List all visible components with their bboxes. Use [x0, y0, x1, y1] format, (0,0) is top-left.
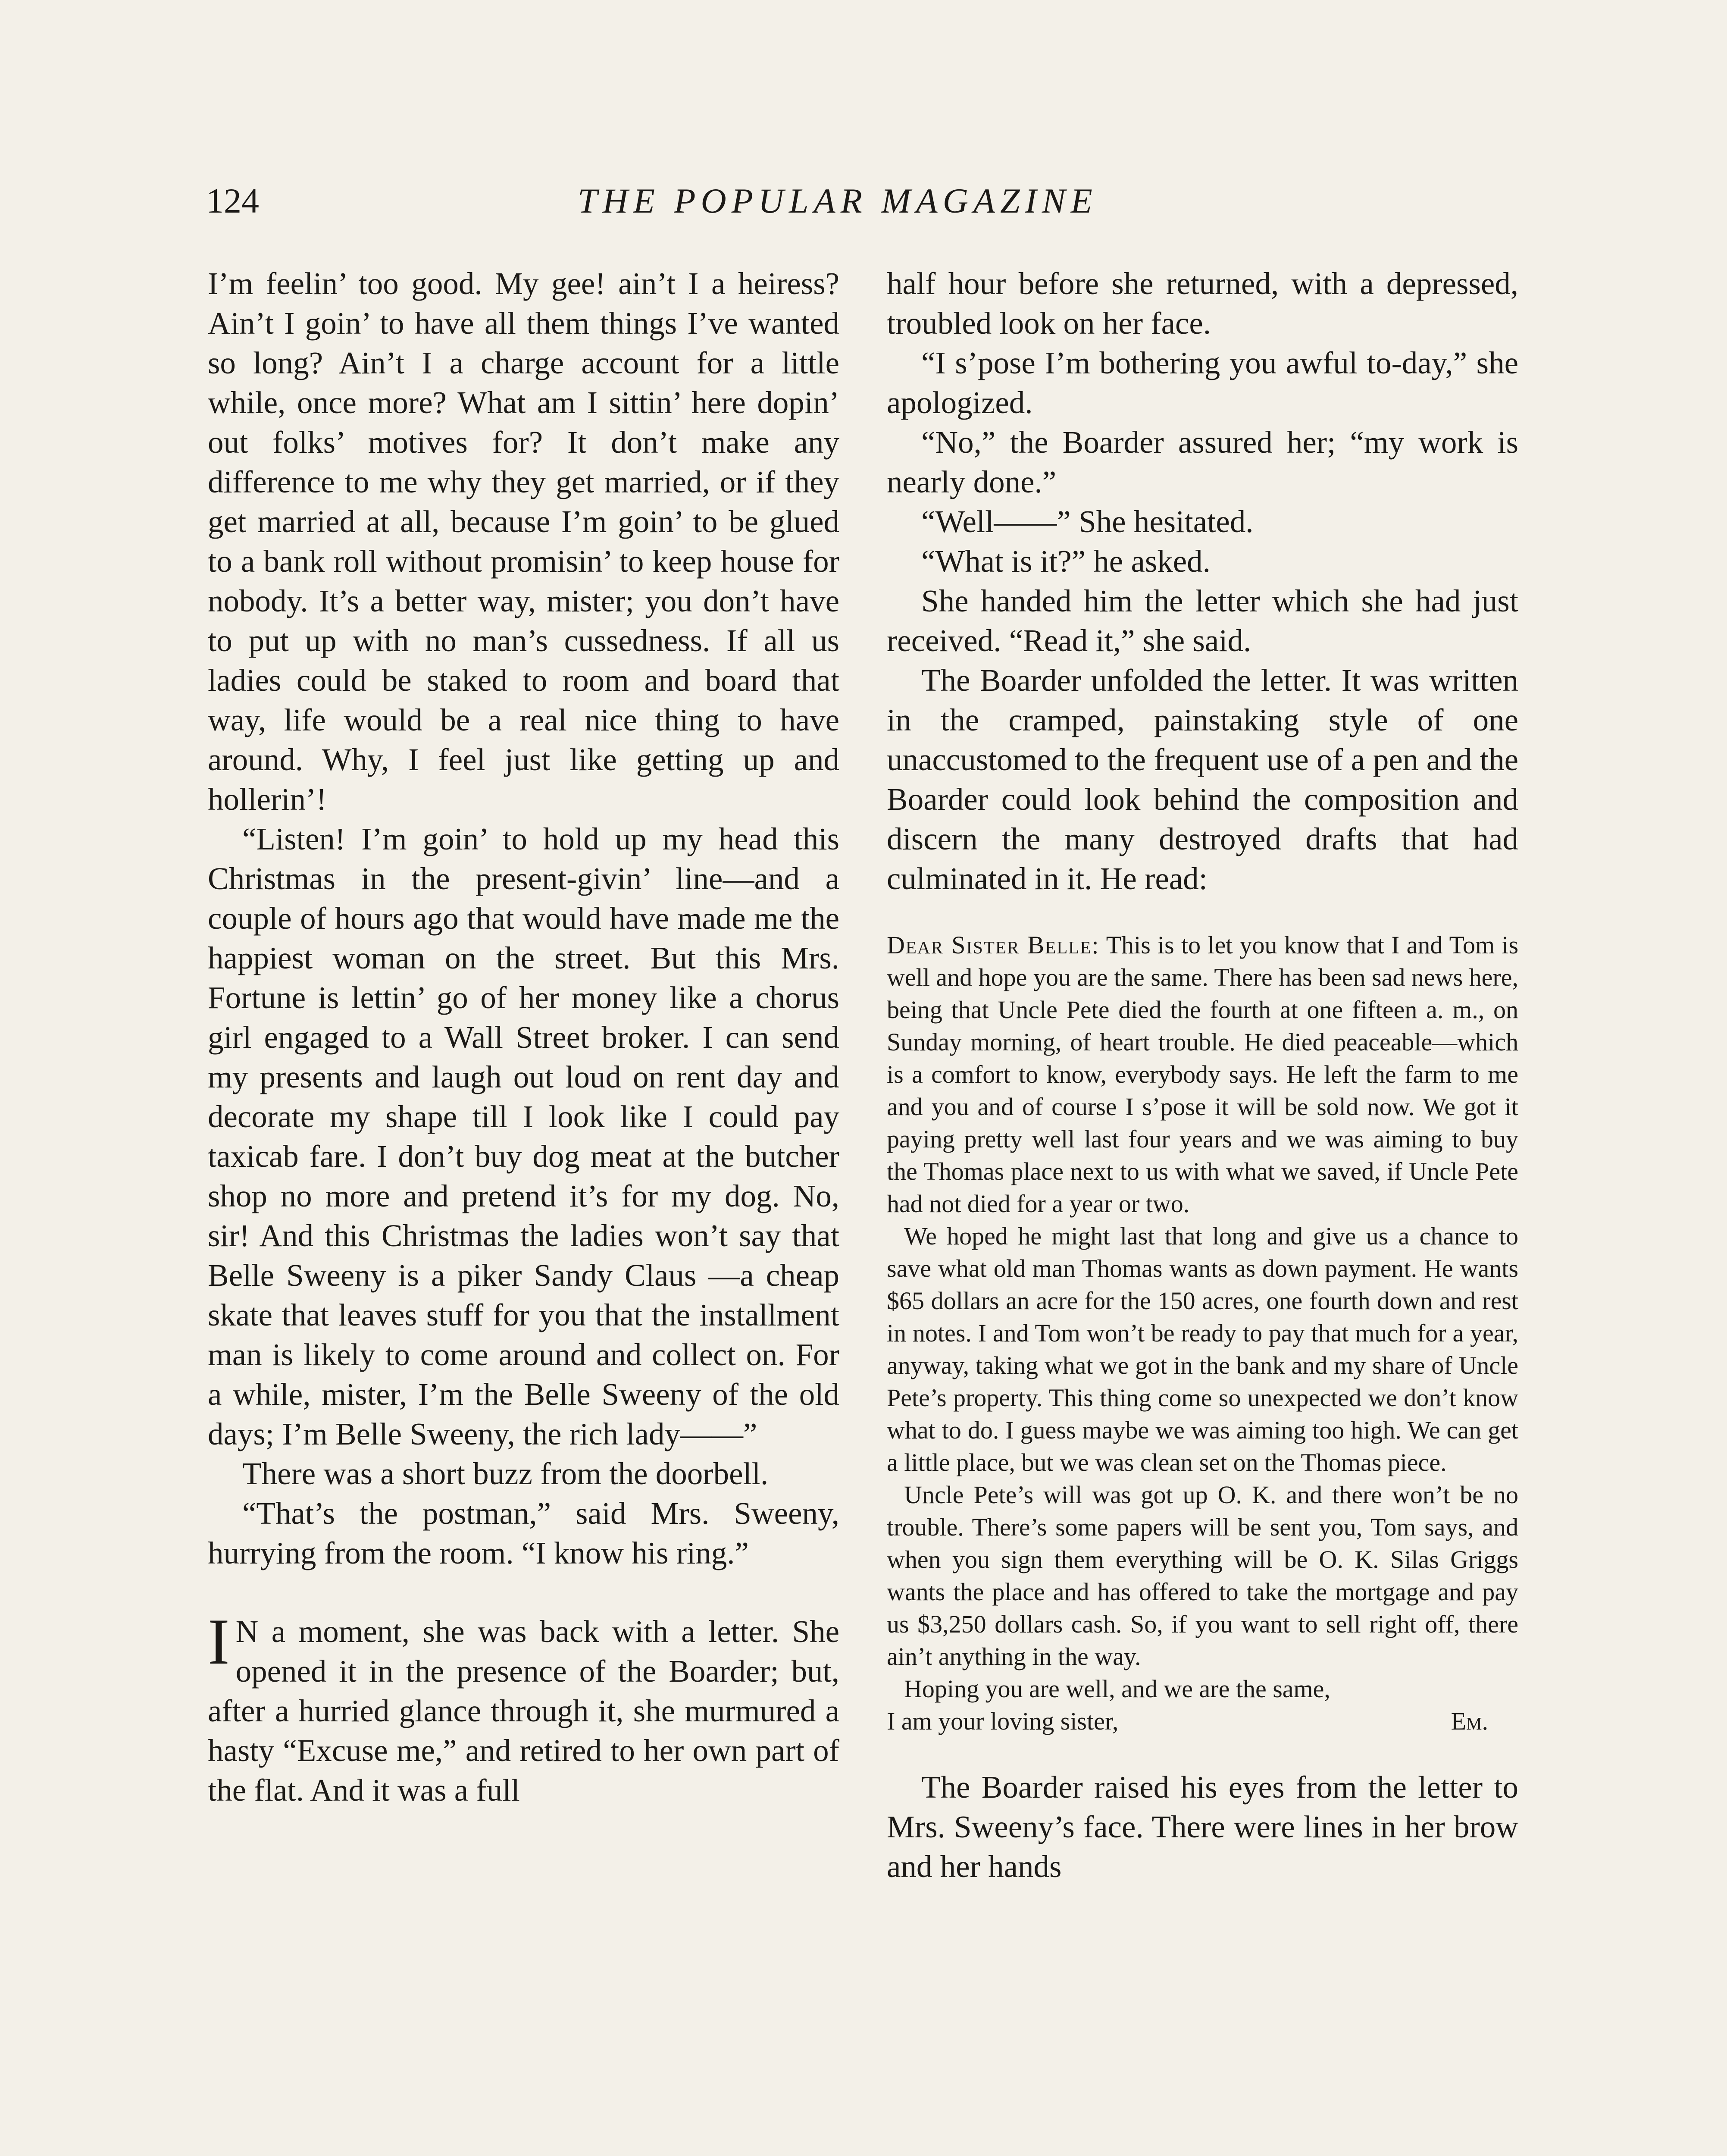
- paragraph: “What is it?” he asked.: [921, 544, 1211, 579]
- paragraph: I’m feelin’ too good. My gee! ain’t I a heiress? Ain’t I goin’ to have all them things I’ve wanted so long? Ain’t I a charge account for a little while, once more? What am I sittin’ here dopin’ out folks’ motives for? It don’t make any difference to me why they get married, or if they get married at all, because I’m goin’ to be glued to a bank roll without promisin’ to keep house for nobody. It’s a better way, mister; you don’t have to put up with no man’s cussedness. If all us ladies could be staked to room and board that way, life would be a real nice thing to have around. Why, I feel just like getting up and hollerin’!: [208, 266, 839, 817]
- letter-text: This is to let you know that I and Tom is well and hope you are the same. There has been sad news here, being that Uncle Pete died the fourth at one fifteen a. m., on Sunday morning, of heart trouble. He died peaceable—which is a comfort to know, everybody says. He left the farm to me and you and of course I s’pose it will be sold now. We got it paying pretty well last four years and we was aiming to buy the Thomas place next to us with what we saved, if Uncle Pete had not died for a year or two.: [887, 931, 1519, 1218]
- paragraph: The Boarder unfolded the letter. It was written in the cramped, painstaking style of one unaccustomed to the frequent use of a pen and the Boarder could look behind the composition and discern the many destroyed drafts that had culminated in it. He read:: [887, 663, 1518, 896]
- letter-paragraph: [887, 929, 1518, 1220]
- drop-cap: I: [208, 1605, 230, 1678]
- letter-paragraph: Uncle Pete’s will was got up O. K. and there won’t be no trouble. There’s some papers will be sent you, Tom says, and when you sign them everything will be O. K. Silas Griggs wants the place and has offered to take the mortgage and pay us $3,250 dollars cash. So, if you want to sell right off, there ain’t anything in the way.: [887, 1481, 1518, 1670]
- paragraph: She handed him the letter which she had just received. “Read it,” she said.: [887, 583, 1518, 658]
- letter-paragraph: We hoped he might last that long and give us a chance to save what old man Thomas wants as down payment. He wants $65 dollars an acre for the 150 acres, one fourth down and rest in notes. I and Tom won’t be ready to pay that much for a year, anyway, taking what we got in the bank and my share of Uncle Pete’s property. This thing come so unexpected we don’t know what to do. I guess maybe we was aiming too high. We can get a little place, but we was clean set on the Thomas piece.: [887, 1222, 1518, 1476]
- paragraph: “Listen! I’m goin’ to hold up my head this Christmas in the present-givin’ line—and a couple of hours ago that would have made me the happiest woman on the street. But this Mrs. Fortune is lettin’ go of her money like a chorus girl engaged to a Wall Street broker. I can send my presents and laugh out loud on rent day and decorate my shape till I look like I could pay taxicab fare. I don’t buy dog meat at the butcher shop no more and pretend it’s for my dog. No, sir! And this Christmas the ladies won’t say that Belle Sweeny is a piker Sandy Claus —a cheap skate that leaves stuff for you that the installment man is likely to come around and collect on. For a while, mister, I’m the Belle Sweeny of the old days; I’m Belle Sweeny, the rich lady——”: [208, 821, 839, 1451]
- letter-closing: I am your loving sister,: [887, 1707, 1119, 1735]
- letter-signoff: [887, 1705, 1518, 1737]
- paragraph: “Well——” She hesitated.: [921, 504, 1254, 539]
- right-column: [887, 264, 1518, 1887]
- paragraph: There was a short buzz from the doorbell.: [242, 1456, 769, 1491]
- letter-salutation: Dear Sister Belle:: [887, 931, 1100, 959]
- paragraph: “No,” the Boarder assured her; “my work is nearly done.”: [887, 425, 1518, 499]
- section-opening-paragraph: [208, 1605, 839, 1810]
- paragraph: half hour before she returned, with a depressed, troubled look on her face.: [887, 266, 1518, 341]
- paragraph: The Boarder raised his eyes from the letter to Mrs. Sweeny’s face. There were lines in her brow and her hands: [887, 1770, 1518, 1884]
- paragraph-text: N a moment, she was back with a letter. She opened it in the presence of the Boarder; but, after a hurried glance through it, she murmured a hasty “Excuse me,” and retired to her own part of the flat. And it was a full: [208, 1614, 839, 1808]
- letter-paragraph: Hoping you are well, and we are the same,: [904, 1675, 1330, 1703]
- letter-signature: Em.: [1451, 1707, 1488, 1735]
- quoted-letter: [887, 929, 1518, 1737]
- paragraph: “I s’pose I’m bothering you awful to-day,” she apologized.: [887, 345, 1518, 420]
- section-break: [208, 1573, 839, 1612]
- running-title: THE POPULAR MAGAZINE: [578, 181, 1098, 220]
- paragraph: “That’s the postman,” said Mrs. Sweeny, hurrying from the room. “I know his ring.”: [208, 1496, 839, 1570]
- left-column: [208, 264, 839, 1810]
- page-number: 124: [206, 181, 259, 220]
